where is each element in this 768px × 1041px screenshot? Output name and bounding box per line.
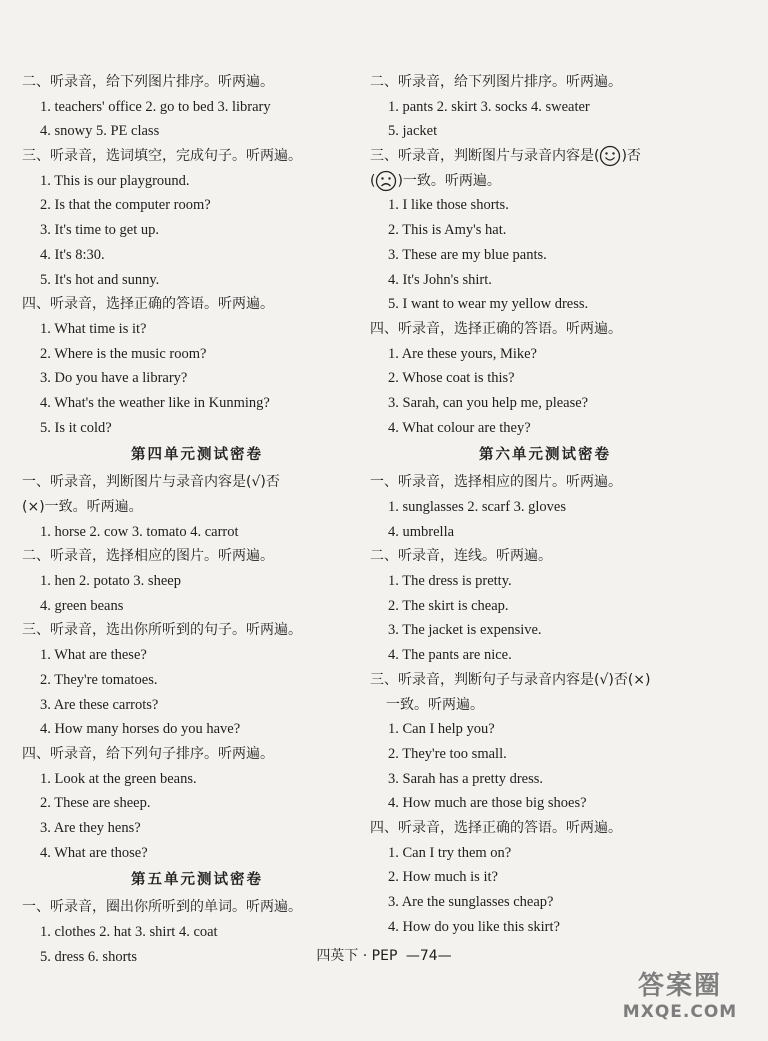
smiley-face-icon [599, 145, 621, 167]
question-heading-cont: 一致。听两遍。 [386, 696, 484, 713]
question-text: 三、听录音，判断图片与录音内容是( [370, 148, 600, 165]
question-text: )否 [621, 148, 641, 165]
right-column [370, 70, 720, 939]
answer-item: 1. The dress is pretty. [388, 573, 512, 590]
question-heading: (×)一致。听两遍。 [22, 499, 143, 515]
watermark-logo [600, 965, 760, 1035]
answer-item: 1. hen 2. potato 3. sheep [40, 573, 181, 590]
question-heading: 一、听录音，圈出你所听到的单词。听两遍。 [22, 899, 302, 916]
question-heading: 三、听录音，选出你所听到的句子。听两遍。 [22, 622, 302, 639]
answer-item: 4. How much are those big shoes? [388, 795, 587, 812]
answer-item: 1. What are these? [40, 647, 147, 664]
answer-item: 3. These are my blue pants. [388, 246, 547, 263]
answer-item: 3. It's time to get up. [40, 222, 160, 239]
question-heading: 二、听录音，选择相应的图片。听两遍。 [22, 548, 274, 565]
answer-item: 3. Are these carrots? [40, 696, 159, 713]
answer-item: 2. They're tomatoes. [40, 671, 158, 688]
paren: ( [370, 172, 376, 189]
answer-item: 2. Whose coat is this? [388, 370, 515, 387]
page-footer [0, 945, 768, 965]
answer-item: 5. Is it cold? [40, 419, 112, 436]
answer-item: 3. The jacket is expensive. [388, 622, 542, 639]
unit-title: 第六单元测试密卷 [479, 447, 611, 464]
question-heading: 四、听录音，选择正确的答语。听两遍。 [22, 296, 274, 313]
answer-item: 2. The skirt is cheap. [388, 597, 509, 614]
answer-item: 1. Look at the green beans. [40, 770, 197, 787]
left-column [22, 70, 372, 969]
answer-item: 2. They're too small. [388, 745, 507, 762]
question-heading: 四、听录音，选择正确的答语。听两遍。 [370, 819, 622, 836]
question-heading: 二、听录音，连线。听两遍。 [370, 548, 552, 565]
answer-item: 1. horse 2. cow 3. tomato 4. carrot [40, 523, 239, 540]
unit-title: 第五单元测试密卷 [131, 872, 263, 889]
question-heading: 三、听录音，判断句子与录音内容是(√)否(×) [370, 671, 651, 688]
question-heading: 四、听录音，选择正确的答语。听两遍。 [370, 320, 622, 337]
answer-item: 1. What time is it? [40, 320, 147, 337]
answer-item: 2. This is Amy's hat. [388, 222, 507, 239]
watermark-title: 答案圈 [637, 971, 722, 1001]
page-number: —74— [405, 948, 452, 964]
question-heading: 一、听录音，判断图片与录音内容是(√)否 [22, 474, 280, 491]
answer-item: 2. Where is the music room? [40, 345, 207, 362]
watermark-url: MXQE.COM [622, 1002, 738, 1022]
answer-item: 5. dress 6. shorts [40, 948, 138, 965]
answer-item: 1. clothes 2. hat 3. shirt 4. coat [40, 924, 218, 940]
answer-item: 1. Can I try them on? [388, 844, 512, 861]
answer-item: 5. jacket [388, 123, 438, 140]
answer-item: 3. Sarah, can you help me, please? [388, 394, 589, 411]
answer-item: 1. sunglasses 2. scarf 3. gloves [388, 499, 567, 515]
answer-item: 4. snowy 5. PE class [40, 123, 160, 140]
answer-item: 5. It's hot and sunny. [40, 271, 160, 288]
answer-item: 4. umbrella [388, 523, 455, 540]
answer-item: 2. Is that the computer room? [40, 197, 211, 214]
answer-item: 4. What are those? [40, 844, 148, 861]
answer-item: 4. green beans [40, 597, 124, 614]
answer-item: 1. pants 2. skirt 3. socks 4. sweater [388, 98, 590, 115]
question-heading: 二、听录音，给下列图片排序。听两遍。 [370, 74, 622, 90]
answer-item: 1. This is our playground. [40, 172, 190, 189]
sad-face-icon [375, 170, 397, 192]
answer-item: 4. It's 8:30. [40, 246, 105, 263]
answer-item: 1. I like those shorts. [388, 197, 509, 214]
answer-item: 4. How many horses do you have? [40, 721, 241, 738]
answer-item: 1. Are these yours, Mike? [388, 345, 537, 362]
answer-item: 3. Are the sunglasses cheap? [388, 894, 554, 910]
question-heading-cont [370, 169, 720, 194]
question-heading: 四、听录音，给下列句子排序。听两遍。 [22, 745, 274, 762]
answer-item: 5. I want to wear my yellow dress. [388, 296, 589, 313]
answer-item: 4. What colour are they? [388, 419, 531, 436]
question-text: )一致。听两遍。 [397, 172, 501, 189]
answer-item: 1. Can I help you? [388, 721, 495, 738]
answer-item: 3. Are they hens? [40, 819, 141, 836]
question-heading [370, 144, 720, 169]
answer-item: 1. teachers' office 2. go to bed 3. library [40, 98, 271, 115]
answer-item: 2. How much is it? [388, 869, 498, 886]
question-heading: 一、听录音，选择相应的图片。听两遍。 [370, 474, 622, 491]
answer-item: 4. The pants are nice. [388, 647, 512, 664]
answer-item: 4. What's the weather like in Kunming? [40, 394, 270, 411]
answer-item: 4. How do you like this skirt? [388, 918, 560, 935]
answer-item: 2. These are sheep. [40, 795, 151, 812]
unit-title: 第四单元测试密卷 [131, 447, 263, 464]
question-heading: 三、听录音，选词填空，完成句子。听两遍。 [22, 148, 302, 165]
answer-item: 3. Do you have a library? [40, 370, 188, 387]
question-heading: 二、听录音，给下列图片排序。听两遍。 [22, 74, 274, 90]
answer-item: 4. It's John's shirt. [388, 271, 492, 288]
answer-item: 3. Sarah has a pretty dress. [388, 770, 544, 787]
footer-label: 四英下 · PEP [316, 948, 398, 964]
